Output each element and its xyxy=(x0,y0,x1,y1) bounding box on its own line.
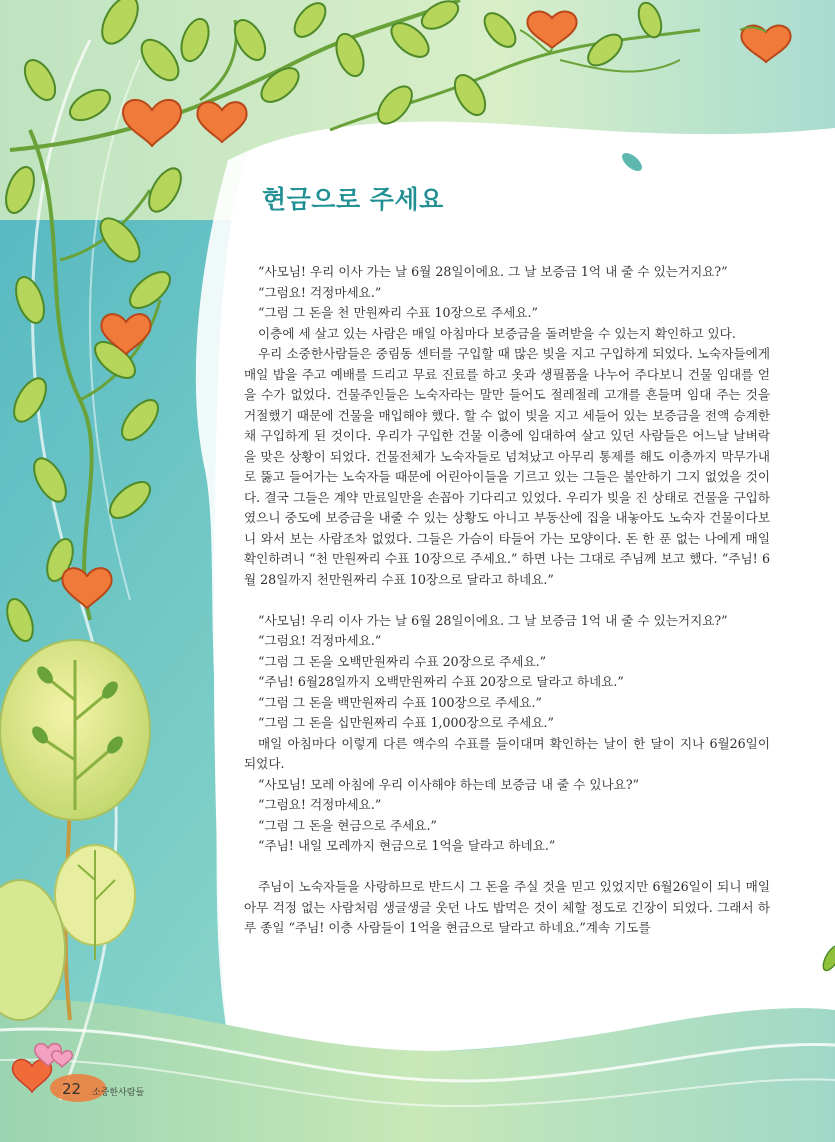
body-paragraph: “주님! 내일 모레까지 현금으로 1억을 달라고 하네요.” xyxy=(258,838,556,853)
body-paragraph: “그럼요! 걱정마세요.” xyxy=(258,633,382,648)
body-paragraph: “그럼요! 걱정마세요.” xyxy=(258,284,382,300)
body-paragraph: “그럼 그 돈을 천 만원짜리 수표 10장으로 주세요.” xyxy=(258,305,538,320)
body-paragraph: 우리 소중한사람들은 중림동 센터를 구입할 때 많은 빚을 지고 구입하게 되었다. 노숙자들에게 매일 밥을 주고 예배를 드리고 무료 진료를 하고 옷과 생필품을 나누어 주다보니 건물 임대를 얻을 수가 없었다. 건물주인들은 노숙자라는 말만 들어도 절레절레 고개를 흔들며 임대 주는 것을 거절했기 때문에 건물을 매입해야 했다. 할 수 없이 빚을 지고 세들어 있는 보증금을 전액 승계한 채 구입하게 된 것이다. 우리가 구입한 건물 이층에 임대하여 살고 있던 사람들은 어느날 날벼락을 맞은 상황이 되었다. 건물전체가 노숙자들로 넘쳐났고 아무리 통제를 해도 이층까지 막무가내로 뚫고 들어가는 노숙자들 때문에 어린아이들을 기르고 있는 그들은 불안하기 그지 없었을 것이다. 결국 그들은 계약 만료일만을 손꼽아 기다리고 있었다. 우리가 빚을 진 상태로 건물을 구입하였으니 중도에 보증금을 내줄 수 있는 상황도 아니고 부동산에 집을 내놓아도 노숙자 건물이다보니 와서 보는 사람조차 없었다. 그들은 가슴이 타들어 가는 모양이다. 돈 한 푼 없는 나에게 매일 확인하려니 “천 만원짜리 수표 10장으로 주세요.” 하면 나는 그대로 주님께 보고 했다. “주님! 6월 28일까지 천만원짜리 수표 10장으로 달라고 하네요.” xyxy=(244,346,770,587)
article-body xyxy=(244,262,770,939)
body-paragraph: “사모님! 모레 아침에 우리 이사해야 하는데 보증금 내 줄 수 있나요?” xyxy=(258,776,640,792)
body-paragraph: “그럼 그 돈을 십만원짜리 수표 1,000장으로 주세요.” xyxy=(258,715,554,730)
paragraph-gap xyxy=(244,857,770,878)
body-paragraph: “사모님! 우리 이사 가는 날 6월 28일이에요. 그 날 보증금 1억 내 줄 수 있는거지요?” xyxy=(258,264,728,279)
magazine-name: 소중한사람들 xyxy=(92,1088,145,1098)
body-paragraph: 주님이 노숙자들을 사랑하므로 반드시 그 돈을 주실 것을 믿고 있었지만 6월26일이 되니 매일 아무 걱정 없는 사람처럼 생글생글 웃던 나도 밥먹은 것이 체할 정도로 긴장이 되었다. 그래서 하루 종일 “주님! 이층 사람들이 1억을 현금으로 달라고 하네요.”계속 기도를 xyxy=(244,879,770,935)
body-paragraph: “그럼 그 돈을 현금으로 주세요.” xyxy=(258,817,437,833)
body-paragraph: “그럼 그 돈을 오백만원짜리 수표 20장으로 주세요.” xyxy=(258,653,547,669)
page-number: 22 xyxy=(62,1080,82,1098)
paragraph-gap xyxy=(244,590,770,611)
body-paragraph: 매일 아침마다 이렇게 다른 액수의 수표를 들이대며 확인하는 날이 한 달이 지나 6월26일이 되었다. xyxy=(244,735,770,771)
body-paragraph: “그럼요! 걱정마세요.” xyxy=(258,797,382,812)
body-paragraph: 이층에 세 살고 있는 사람은 매일 아침마다 보증금을 돌려받을 수 있는지 확인하고 있다. xyxy=(258,325,736,341)
article-title: 현금으로 주세요 xyxy=(262,185,444,214)
body-paragraph: “사모님! 우리 이사 가는 날 6월 28일이에요. 그 날 보증금 1억 내 줄 수 있는거지요?” xyxy=(258,612,728,628)
body-paragraph: “주님! 6월28일까지 오백만원짜리 수표 20장으로 달라고 하네요.” xyxy=(258,674,624,689)
body-paragraph: “그럼 그 돈을 백만원짜리 수표 100장으로 주세요.” xyxy=(258,694,542,710)
